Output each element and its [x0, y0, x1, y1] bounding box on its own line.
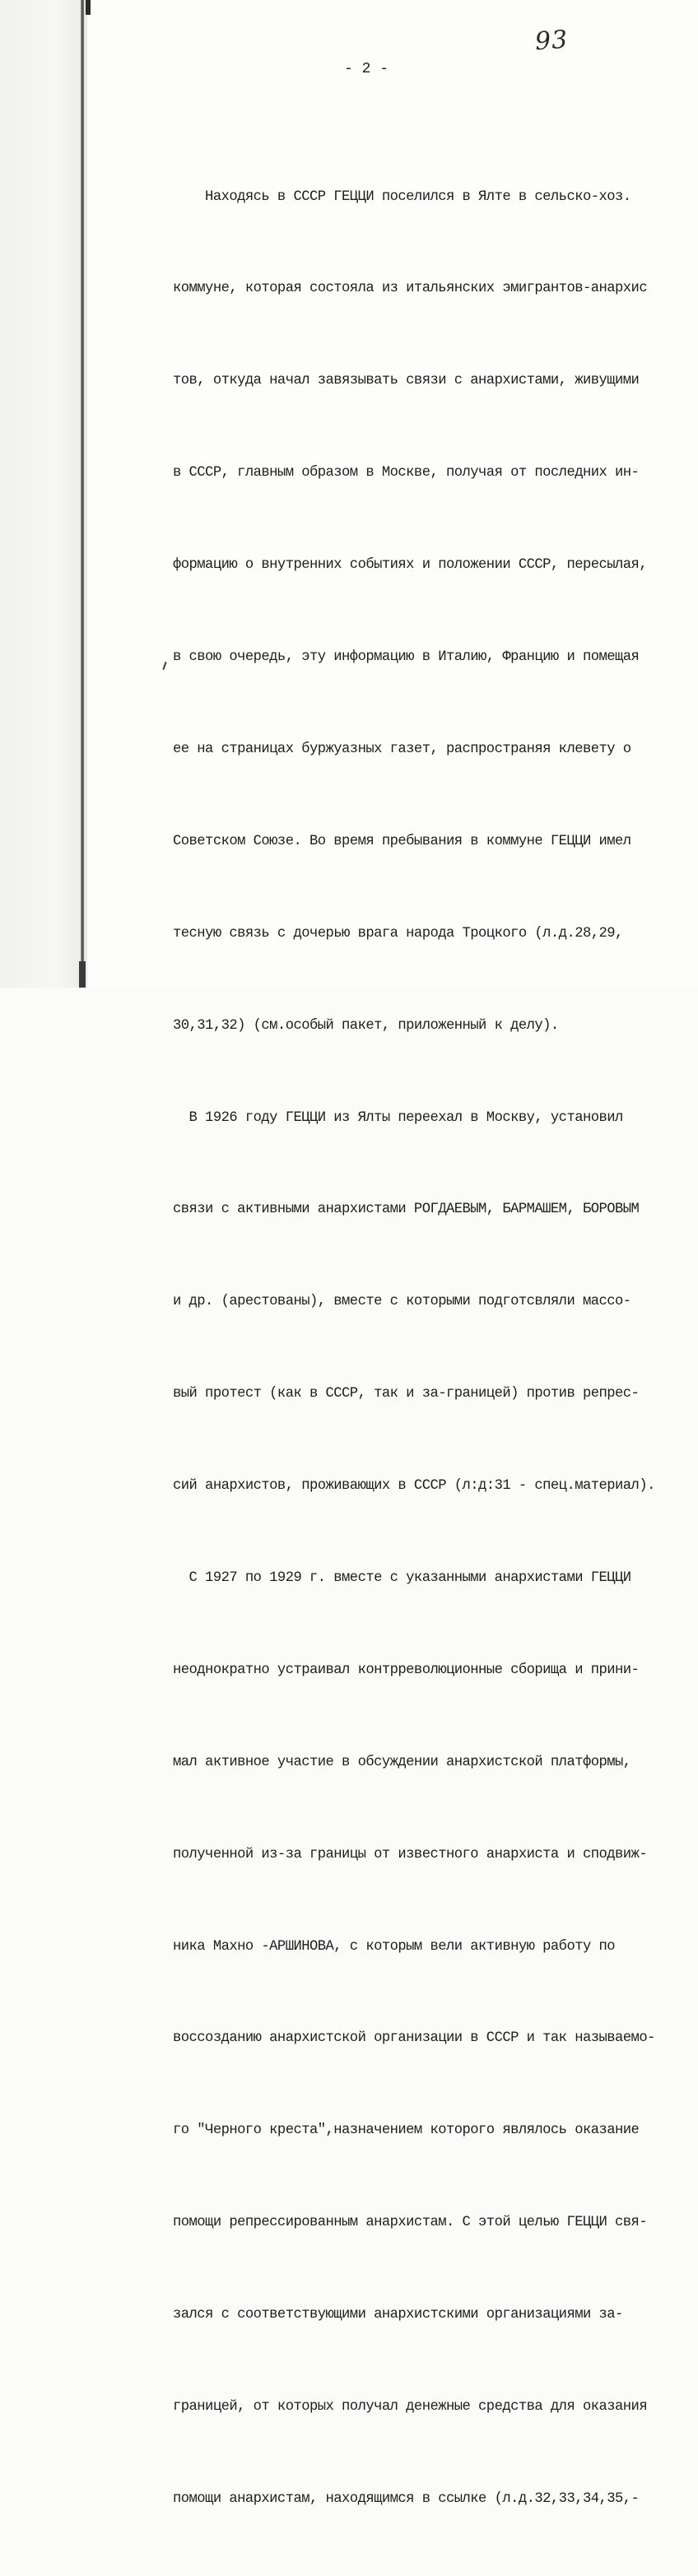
text-line: коммуне, которая состояла из итальянских эмигрантов-анархис — [173, 281, 648, 297]
text-line: связи с активными анархистами РОГДАЕВЫМ, БАРМАШЕМ, БОРОВЫМ — [173, 1202, 640, 1218]
text-line: воссозданию анархистской организации в СССР и так называемо- — [173, 2030, 655, 2047]
text-line: границей, от которых получал денежные средства для оказания — [173, 2398, 648, 2415]
text-line: зался с соответствующими анархистскими организациями за- — [173, 2307, 623, 2323]
text-line: полученной из-за границы от известного анархиста и сподвиж- — [173, 1846, 648, 1862]
margin-tick-mark — [162, 662, 166, 670]
text-line: ее на страницах буржуазных газет, распространяя клевету о — [173, 741, 631, 757]
page-number: - 2 - — [343, 61, 389, 77]
text-line: сий анархистов, проживающих в СССР (л:д:31 - спец.материал). — [173, 1478, 655, 1495]
binding-stub-bottom — [79, 961, 86, 988]
binding-shadow — [84, 0, 89, 988]
text-line: и др. (арестованы), вместе с которыми подготсвляли массо- — [173, 1294, 631, 1310]
text-line: неоднократно устраивал контрреволюционные сборища и прини- — [173, 1662, 640, 1678]
text-line: вый протест (как в СССР, так и за-границей) против репрес- — [173, 1386, 640, 1402]
text-line: го "Черного креста",назначением которого являлось оказание — [173, 2123, 640, 2139]
binding-stub-top — [86, 0, 91, 15]
text-line: Советском Союзе. Во время пребывания в коммуне ГЕЦЦИ имел — [173, 833, 631, 849]
text-line: помощи анархистам, находящимся в ссылке (л.д.32,33,34,35,- — [173, 2490, 640, 2507]
text-line: С 1927 по 1929 г. вместе с указанными анархистами ГЕЦЦИ — [173, 1569, 631, 1586]
typewritten-body — [173, 120, 690, 2576]
handwritten-folio-number: 93 — [533, 25, 570, 57]
binding-margin — [0, 0, 81, 988]
text-line: ника Махно -АРШИНОВА, с которым вели активную работу по — [173, 1938, 616, 1955]
text-line: помощи репрессированным анархистам. С этой целью ГЕЦЦИ свя- — [173, 2215, 648, 2231]
text-line: формацию о внутренних событиях и положении СССР, пересылая, — [173, 557, 648, 574]
text-line: в СССР, главным образом в Москве, получая от последних ин- — [173, 465, 640, 481]
text-line: тесную связь с дочерью врага народа Троцкого (л.д.28,29, — [173, 925, 623, 942]
text-line: мал активное участие в обсуждении анархистской платформы, — [173, 1754, 631, 1770]
text-line: 30,31,32) (см.особый пакет, приложенный к делу). — [173, 1017, 559, 1034]
text-line: в свою очередь, эту информацию в Италию, Францию и помещая — [173, 649, 640, 666]
text-line: В 1926 году ГЕЦЦИ из Ялты переехал в Москву, установил — [173, 1109, 623, 1126]
text-line: Находясь в СССР ГЕЦЦИ поселился в Ялте в сельско-хоз. — [173, 188, 631, 205]
text-line: тов, откуда начал завязывать связи с анархистами, живущими — [173, 373, 640, 389]
